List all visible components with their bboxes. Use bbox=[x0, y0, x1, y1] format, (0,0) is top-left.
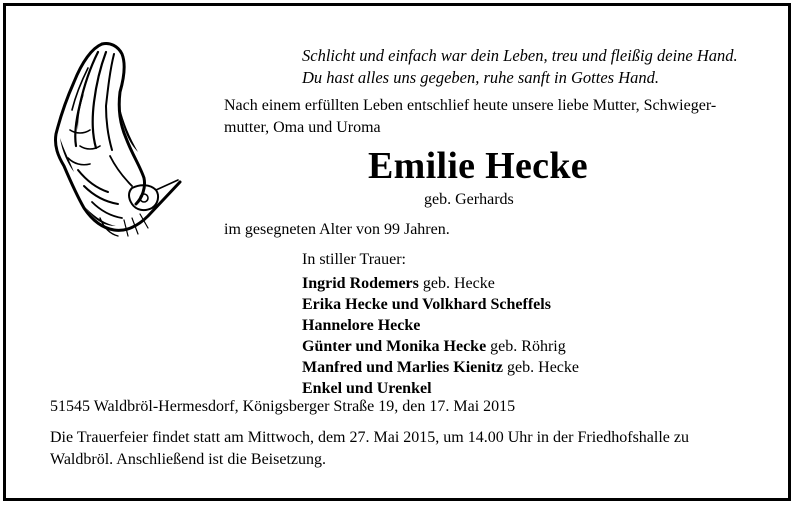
mourner-item: Manfred und Marlies Kienitz geb. Hecke bbox=[302, 359, 579, 376]
birth-name: geb. Gerhards bbox=[424, 191, 514, 208]
age-text: im gesegneten Alter von 99 Jahren. bbox=[224, 221, 450, 238]
poem-line-2: Du hast alles uns gegeben, ruhe sanft in Gottes Hand. bbox=[302, 68, 660, 87]
mourner-item: Hannelore Hecke bbox=[302, 317, 421, 334]
deceased-name: Emilie Hecke bbox=[368, 145, 588, 187]
mourner-list bbox=[302, 273, 579, 399]
mourner-item: Enkel und Urenkel bbox=[302, 380, 432, 397]
mourners-heading: In stiller Trauer: bbox=[302, 251, 406, 268]
praying-hands-icon bbox=[40, 38, 190, 238]
mourner-item: Ingrid Rodemers geb. Hecke bbox=[302, 275, 495, 292]
address-line: 51545 Waldbröl-Hermesdorf, Königsberger Straße 19, den 17. Mai 2015 bbox=[50, 398, 516, 415]
mourner-item: Erika Hecke und Volkhard Scheffels bbox=[302, 296, 551, 313]
intro-line-1: Nach einem erfüllten Leben entschlief heute unsere liebe Mutter, Schwieger- bbox=[224, 97, 717, 114]
ceremony-line-2: Waldbröl. Anschließend ist die Beisetzung. bbox=[50, 451, 326, 468]
intro-line-2: mutter, Oma und Uroma bbox=[224, 119, 381, 136]
poem-line-1: Schlicht und einfach war dein Leben, treu und fleißig deine Hand. bbox=[302, 46, 738, 65]
mourner-item: Günter und Monika Hecke geb. Röhrig bbox=[302, 338, 566, 355]
ceremony-line-1: Die Trauerfeier findet statt am Mittwoch, dem 27. Mai 2015, um 14.00 Uhr in der Friedhofshalle zu bbox=[50, 429, 689, 446]
